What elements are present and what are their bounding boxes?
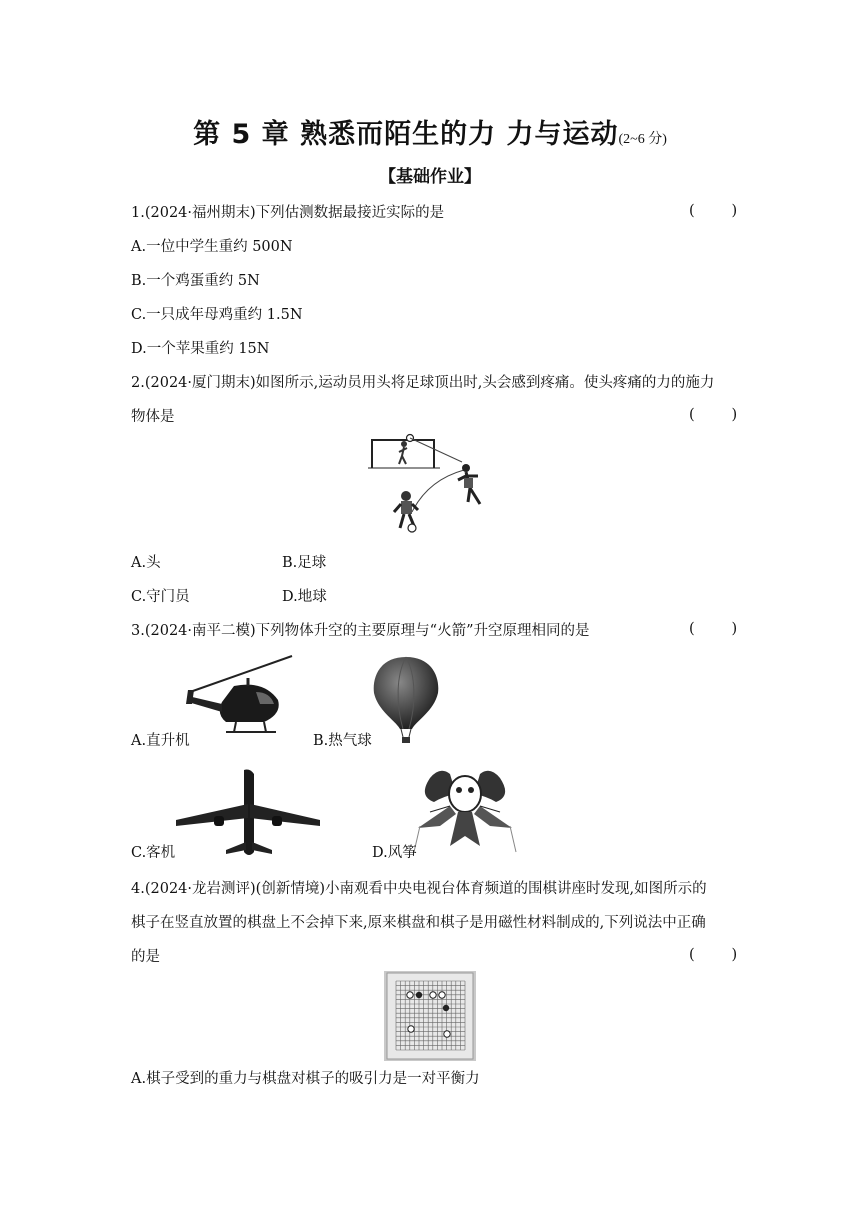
- q2-stem-line2: 物体是: [131, 409, 175, 425]
- q2-option-b: B.足球: [282, 555, 327, 571]
- q3-option-a: A.直升机: [131, 733, 190, 749]
- airliner-figure: [176, 768, 320, 858]
- q3-stem: 3.(2024·南平二模)下列物体升空的主要原理与“火箭”升空原理相同的是: [131, 623, 590, 639]
- q1-answer-blank: ( ): [689, 203, 738, 219]
- hot-air-balloon-figure: [370, 655, 442, 745]
- q4-stem-line3: 的是: [131, 949, 160, 965]
- q2-option-c: C.守门员: [131, 589, 190, 605]
- page-title: [0, 112, 860, 151]
- soccer-header-figure: [368, 430, 498, 540]
- helicopter-figure: [186, 652, 296, 746]
- q2-option-a: A.头: [131, 555, 161, 571]
- title-text: 第 5 章 熟悉而陌生的力 力与运动: [193, 119, 619, 150]
- q4-answer-blank: ( ): [689, 947, 738, 963]
- q3-option-c: C.客机: [131, 845, 176, 861]
- q4-stem-line2: 棋子在竖直放置的棋盘上不会掉下来,原来棋盘和棋子是用磁性材料制成的,下列说法中正确: [131, 915, 706, 931]
- section-heading: 【基础作业】: [379, 167, 481, 187]
- go-board-figure: [384, 971, 476, 1061]
- q2-option-d: D.地球: [282, 589, 327, 605]
- q2-stem-line1: 2.(2024·厦门期末)如图所示,运动员用头将足球顶出时,头会感到疼痛。使头疼痛的力的施力: [131, 375, 715, 391]
- q1-option-d: D.一个苹果重约 15N: [131, 341, 270, 357]
- q3-option-b: B.热气球: [313, 733, 372, 749]
- q1-option-a: A.一位中学生重约 500N: [131, 239, 293, 255]
- q4-stem-line1: 4.(2024·龙岩测评)(创新情境)小南观看中央电视台体育频道的围棋讲座时发现,如图所示的: [131, 881, 707, 897]
- title-score-note: (2~6 分): [618, 132, 667, 147]
- kite-figure: [410, 766, 520, 858]
- q2-answer-blank: ( ): [689, 407, 738, 423]
- q4-option-a: A.棋子受到的重力与棋盘对棋子的吸引力是一对平衡力: [131, 1071, 480, 1087]
- q3-option-d: D.风筝: [372, 845, 417, 861]
- q1-stem: 1.(2024·福州期末)下列估测数据最接近实际的是: [131, 205, 445, 221]
- q1-option-c: C.一只成年母鸡重约 1.5N: [131, 307, 303, 323]
- q1-option-b: B.一个鸡蛋重约 5N: [131, 273, 260, 289]
- q3-answer-blank: ( ): [689, 621, 738, 637]
